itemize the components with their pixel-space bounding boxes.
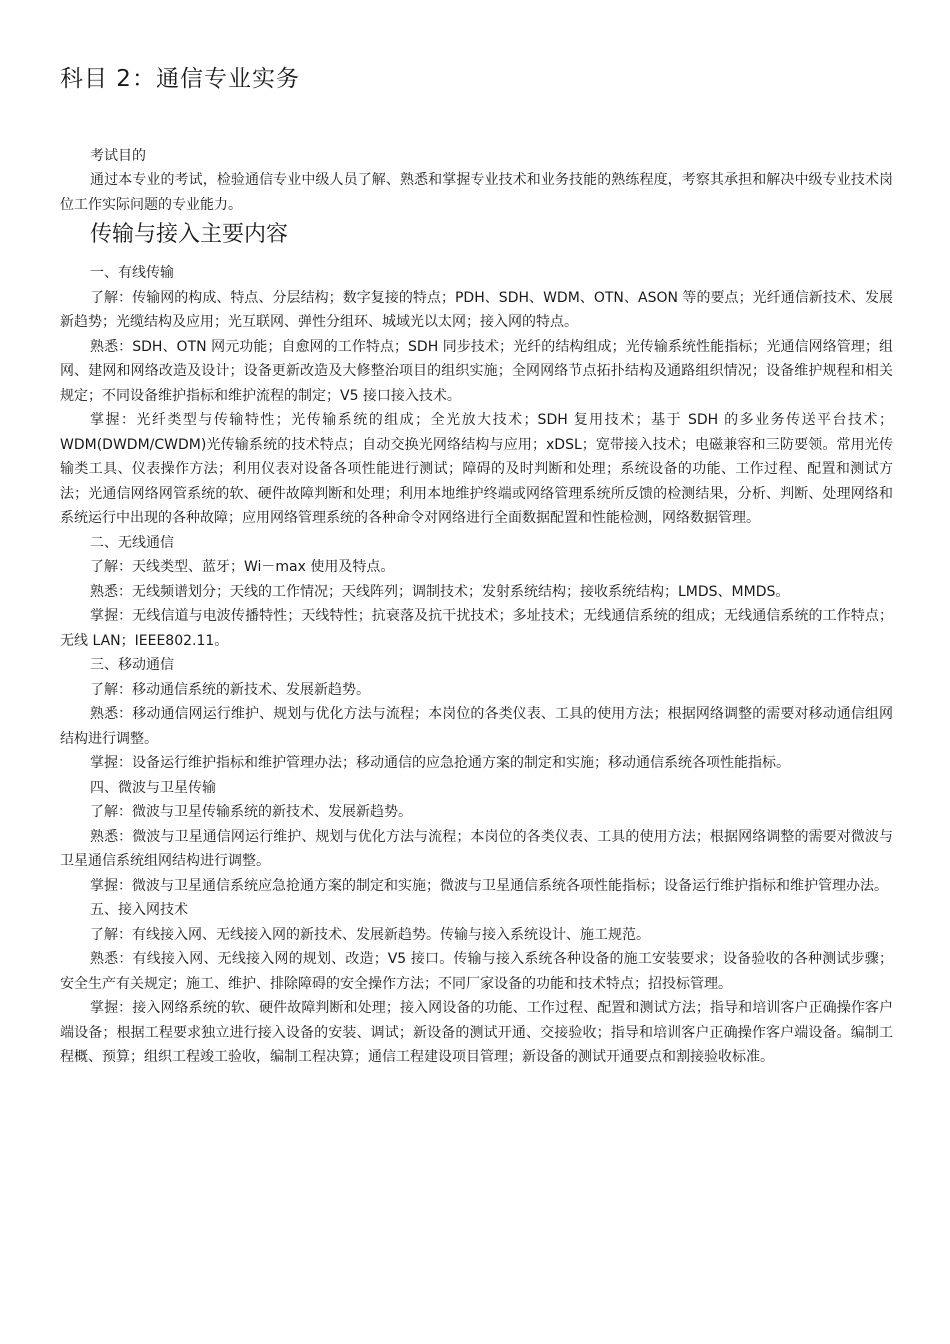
section-access-network (60, 898, 893, 1070)
paragraph: 熟悉：微波与卫星通信网运行维护、规划与优化方法与流程；本岗位的各类仪表、工具的使用方法；根据网络调整的需要对微波与卫星通信系统组网结构进行调整。 (60, 828, 893, 869)
paragraph: 了解：移动通信系统的新技术、发展新趋势。 (90, 681, 370, 698)
paragraph: 熟悉：有线接入网、无线接入网的规划、改造；V5 接口。传输与接入系统各种设备的施工安装要求；设备验收的各种测试步骤；安全生产有关规定；施工、维护、排除障碍的安全操作方法；不同厂家设备的功能和技术特点；招投标管理。 (60, 951, 893, 992)
sub-heading: 五、接入网技术 (90, 902, 188, 918)
document-page (60, 0, 893, 1070)
paragraph: 了解：微波与卫星传输系统的新技术、发展新趋势。 (90, 804, 412, 820)
paragraph: 掌握：设备运行维护指标和维护管理办法；移动通信的应急抢通方案的制定和实施；移动通信系统各项性能指标。 (90, 755, 790, 771)
sub-heading: 四、微波与卫星传输 (90, 779, 216, 796)
paragraph: 掌握：光纤类型与传输特性；光传输系统的组成；全光放大技术；SDH 复用技术；基于 SDH 的多业务传送平台技术；WDM(DWDM/CWDM)光传输系统的技术特点；自动交换光网络结构与应用；xDSL；宽带接入技术；电磁兼容和三防要领。常用光传输类工具、仪表操作方法；利用仪表对设备各项性能进行测试；障碍的及时判断和处理；系统设备的功能、工作过程、配置和测试方法；光通信网络网管系统的软、硬件故障判断和处理；利用本地维护终端或网络管理系统所反馈的检测结果，分析、判断、处理网络和系统运行中出现的各种故障；应用网络管理系统的各种命令对网络进行全面数据配置和性能检测，网络数据管理。 (60, 412, 893, 526)
sub-heading: 三、移动通信 (90, 657, 174, 673)
paragraph: 了解：天线类型、蓝牙；Wi－max 使用及特点。 (90, 559, 395, 575)
paragraph: 了解：有线接入网、无线接入网的新技术、发展新趋势。传输与接入系统设计、施工规范。 (90, 926, 650, 943)
purpose-label: 考试目的 (90, 148, 146, 164)
section-mobile (60, 653, 893, 776)
purpose-text: 通过本专业的考试，检验通信专业中级人员了解、熟悉和掌握专业技术和业务技能的熟练程度，考察其承担和解决中级专业技术岗位工作实际问题的专业能力。 (60, 172, 893, 213)
section-wired (60, 261, 893, 531)
paragraph: 掌握：接入网络系统的软、硬件故障判断和处理；接入网设备的功能、工作过程、配置和测试方法；指导和培训客户正确操作客户端设备；根据工程要求独立进行接入设备的安装、调试；新设备的测试开通、交接验收；指导和培训客户正确操作客户端设备。编制工程概、预算；组织工程竣工验收，编制工程决算；通信工程建设项目管理；新设备的测试开通要点和割接验收标准。 (60, 1000, 893, 1065)
section-title: 传输与接入主要内容 (90, 222, 289, 247)
paragraph: 了解：传输网的构成、特点、分层结构；数字复接的特点；PDH、SDH、WDM、OTN、ASON 等的要点；光纤通信新技术、发展新趋势；光缆结构及应用；光互联网、弹性分组环、城域光以太网；接入网的特点。 (60, 289, 893, 330)
sub-heading: 一、有线传输 (90, 265, 174, 281)
paragraph: 掌握：无线信道与电波传播特性；天线特性；抗衰落及抗干扰技术；多址技术；无线通信系统的组成；无线通信系统的工作特点；无线 LAN；IEEE802.11。 (60, 608, 893, 649)
section-microwave-satellite (60, 776, 893, 899)
paragraph: 熟悉：移动通信网运行维护、规划与优化方法与流程；本岗位的各类仪表、工具的使用方法；根据网络调整的需要对移动通信组网结构进行调整。 (60, 706, 893, 747)
paragraph: 熟悉：SDH、OTN 网元功能；自愈网的工作特点；SDH 同步技术；光纤的结构组成；光传输系统性能指标；光通信网络管理；组网、建网和网络改造及设计；设备更新改造及大修整治项目的组织实施；全网网络节点拓扑结构及通路组织情况；设备维护规程和相关规定；不同设备维护指标和维护流程的制定；V5 接口接入技术。 (60, 338, 893, 404)
paragraph: 掌握：微波与卫星通信系统应急抢通方案的制定和实施；微波与卫星通信系统各项性能指标；设备运行维护指标和维护管理办法。 (90, 877, 888, 894)
paragraph: 熟悉：无线频谱划分；天线的工作情况；天线阵列；调制技术；发射系统结构；接收系统结构；LMDS、MMDS。 (90, 583, 790, 600)
section-wireless (60, 531, 893, 654)
document-title: 科目 2：通信专业实务 (60, 66, 300, 92)
sub-heading: 二、无线通信 (90, 534, 174, 551)
